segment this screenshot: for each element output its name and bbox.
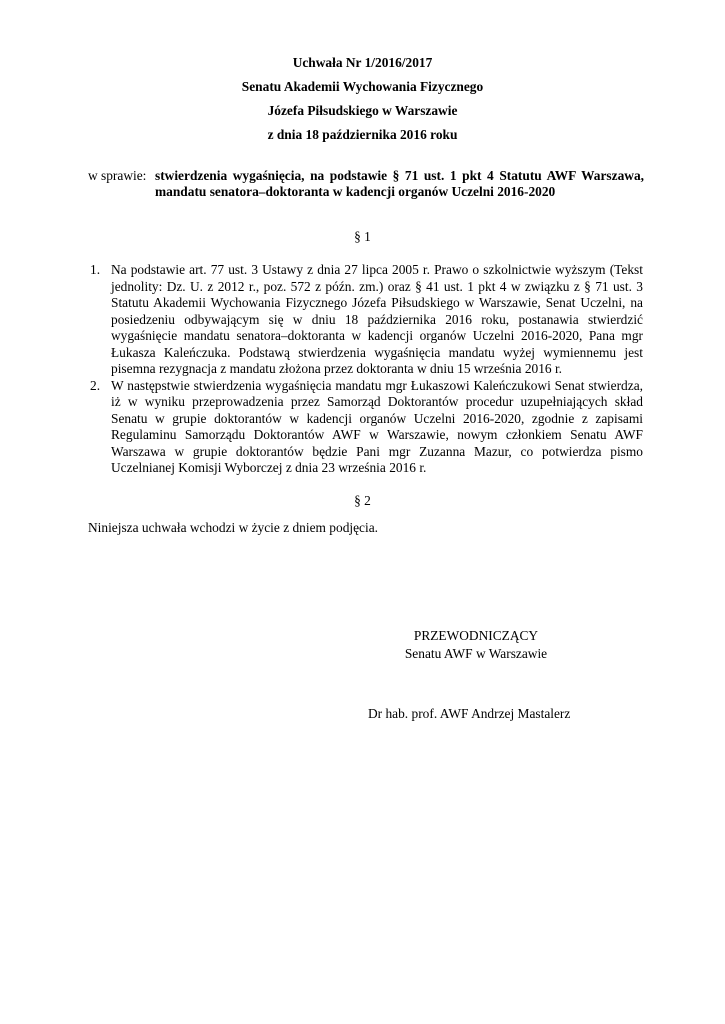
list-item — [88, 262, 643, 378]
list-item — [88, 378, 643, 477]
subject-label: w sprawie: — [88, 168, 147, 183]
issuing-body-patron: Józefa Piłsudskiego w Warszawie — [267, 103, 458, 118]
section-1-list — [88, 262, 643, 477]
section-2-mark: § 2 — [354, 493, 371, 508]
signatory-name: Dr hab. prof. AWF Andrzej Mastalerz — [368, 706, 571, 721]
issuing-body: Senatu Akademii Wychowania Fizycznego — [241, 79, 484, 94]
section-1-mark: § 1 — [354, 229, 371, 244]
effective-clause: Niniejsza uchwała wchodzi w życie z dniem podjęcia. — [88, 520, 379, 535]
signature-title: PRZEWODNICZĄCY — [413, 628, 539, 643]
list-item-text: Na podstawie art. 77 ust. 3 Ustawy z dnia 27 lipca 2005 r. Prawo o szkolnictwie wyższym (Tekst jednolity: Dz. U. z 2012 r., poz. 572 z późn. zm.) oraz § 41 ust. 1 pkt 4 w związku z § 71 ust. 3 Statutu Akademii Wychowania Fizycznego Józefa Piłsudskiego w Warszawie, Senat Uczelni, na posiedzeniu odbywającym się w dniu 18 października 2016 roku, postanawia stwierdzić wygaśnięcie mandatu senatora–doktoranta w kadencji organów Uczelni 2016-2020, Pana mgr Łukasza Kaleńczuka. Podstawą stwierdzenia wygaśnięcia mandatu wyżej wymiennemu jest pisemna rezygnacja z mandatu złożona przez doktoranta w dniu 15 września 2016 r. — [111, 262, 643, 376]
signature-body: Senatu AWF w Warszawie — [404, 646, 548, 661]
resolution-header — [0, 51, 725, 147]
list-item-number: 1. — [90, 262, 101, 277]
subject-text: stwierdzenia wygaśnięcia, na podstawie § 71 ust. 1 pkt 4 Statutu AWF Warszawa, mandatu senatora–doktoranta w kadencji organów Uczelni 2016-2020 — [155, 168, 644, 199]
resolution-date: z dnia 18 października 2016 roku — [267, 127, 458, 142]
list-item-number: 2. — [90, 377, 101, 393]
list-item-text: W następstwie stwierdzenia wygaśnięcia mandatu mgr Łukaszowi Kaleńczukowi Senat stwierdza, iż w wyniku przeprowadzenia przez Samorząd Doktorantów procedur uzupełniających skład Senatu w grupie doktorantów w kadencji organów Uczelni 2016-2020, zgodnie z zapisami Regulaminu Samorządu Doktorantów AWF w Warszawie, nowym członkiem Senatu AWF Warszawa w grupie doktorantów będzie Pani mgr Zuzanna Mazur, co potwierdza pismo Uczelnianej Komisji Wyborczej z dnia 23 września 2016 r. — [111, 377, 643, 475]
resolution-number: Uchwała Nr 1/2016/2017 — [292, 55, 433, 70]
